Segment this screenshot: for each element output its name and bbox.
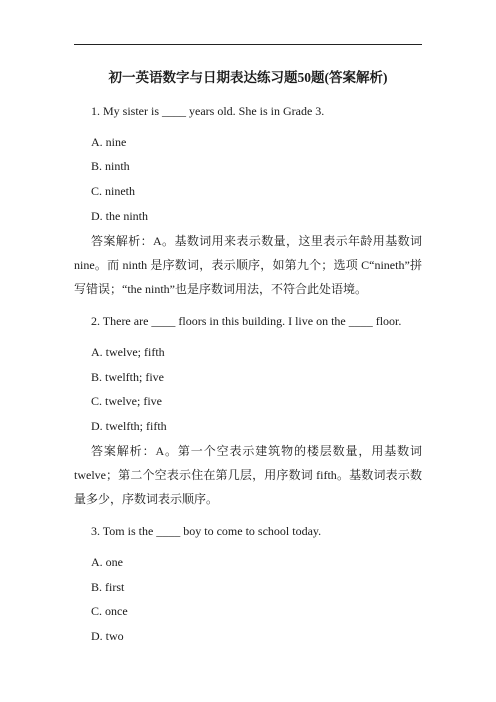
question-3-option-d: D. two <box>91 629 124 643</box>
question-2-option-a: A. twelve; fifth <box>91 345 165 359</box>
question-2-option-c: C. twelve; five <box>91 394 162 408</box>
page-title: 初一英语数字与日期表达练习题50题(答案解析) <box>108 70 388 85</box>
question-2-stem: 2. There are ____ floors in this building. I live on the ____ floor. <box>91 314 402 328</box>
question-1-stem: 1. My sister is ____ years old. She is in Grade 3. <box>91 104 325 118</box>
question-2-analysis: 答案解析：A。第一个空表示建筑物的楼层数量，用基数词 twelve；第二个空表示住在第几层，用序数词 fifth。基数词表示数量多少，序数词表示顺序。 <box>74 444 422 506</box>
question-3-option-c: C. once <box>91 604 128 618</box>
question-2-option-d: D. twelfth; fifth <box>91 419 167 433</box>
header-rule <box>74 44 422 45</box>
question-1-analysis: 答案解析：A。基数词用来表示数量，这里表示年龄用基数词 nine。而 ninth 是序数词，表示顺序，如第九个；选项 C“nineth”拼写错误；“the ninth”也是序数词用法，不符合此处语境。 <box>74 234 422 296</box>
question-2-option-b: B. twelfth; five <box>91 370 164 384</box>
question-1-option-d: D. the ninth <box>91 209 148 223</box>
question-3-option-a: A. one <box>91 555 123 569</box>
question-1-option-c: C. nineth <box>91 184 135 198</box>
question-1-option-b: B. ninth <box>91 159 130 173</box>
question-3-option-b: B. first <box>91 580 125 594</box>
question-3-stem: 3. Tom is the ____ boy to come to school today. <box>91 524 322 538</box>
question-1-option-a: A. nine <box>91 135 127 149</box>
